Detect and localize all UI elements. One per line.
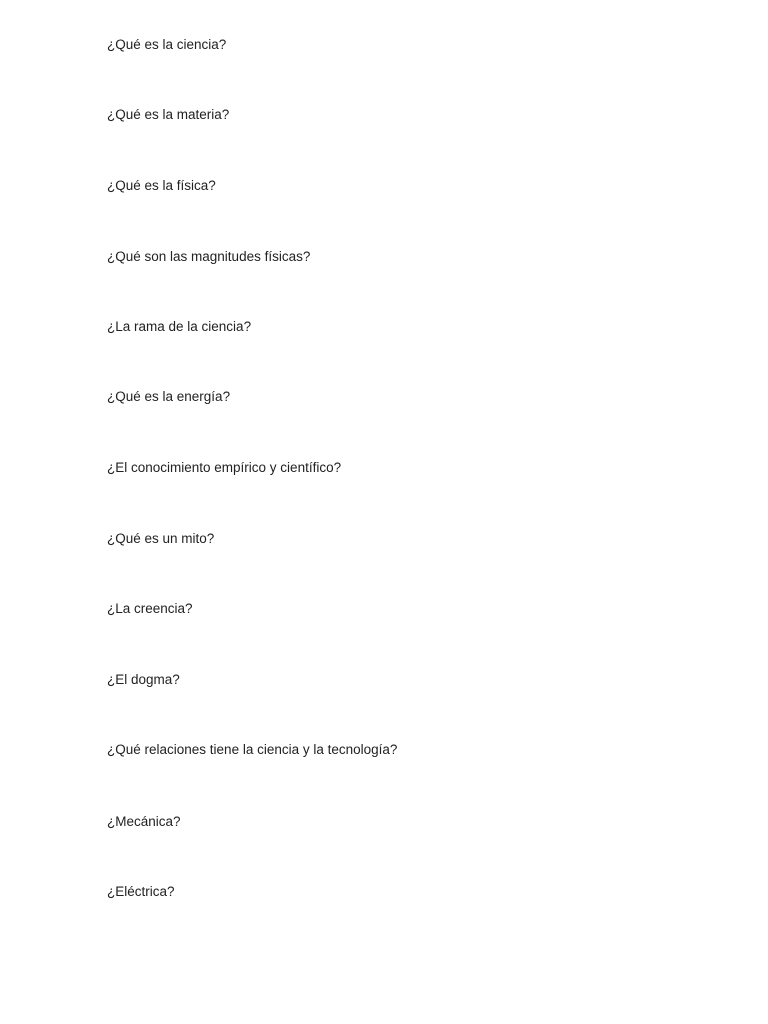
question-mecanica: ¿Mecánica?	[107, 814, 181, 829]
question-rama-ciencia: ¿La rama de la ciencia?	[107, 319, 252, 334]
question-fisica: ¿Qué es la física?	[107, 178, 216, 193]
question-materia: ¿Qué es la materia?	[107, 107, 230, 122]
question-creencia: ¿La creencia?	[107, 601, 193, 616]
question-mito: ¿Qué es un mito?	[107, 531, 215, 546]
question-ciencia-tecnologia: ¿Qué relaciones tiene la ciencia y la tecnología?	[107, 742, 398, 757]
question-ciencia: ¿Qué es la ciencia?	[107, 37, 227, 52]
question-dogma: ¿El dogma?	[107, 672, 180, 687]
question-electrica: ¿Eléctrica?	[107, 884, 175, 899]
question-magnitudes-fisicas: ¿Qué son las magnitudes físicas?	[107, 249, 311, 264]
question-energia: ¿Qué es la energía?	[107, 389, 231, 404]
question-conocimiento: ¿El conocimiento empírico y científico?	[107, 460, 342, 475]
